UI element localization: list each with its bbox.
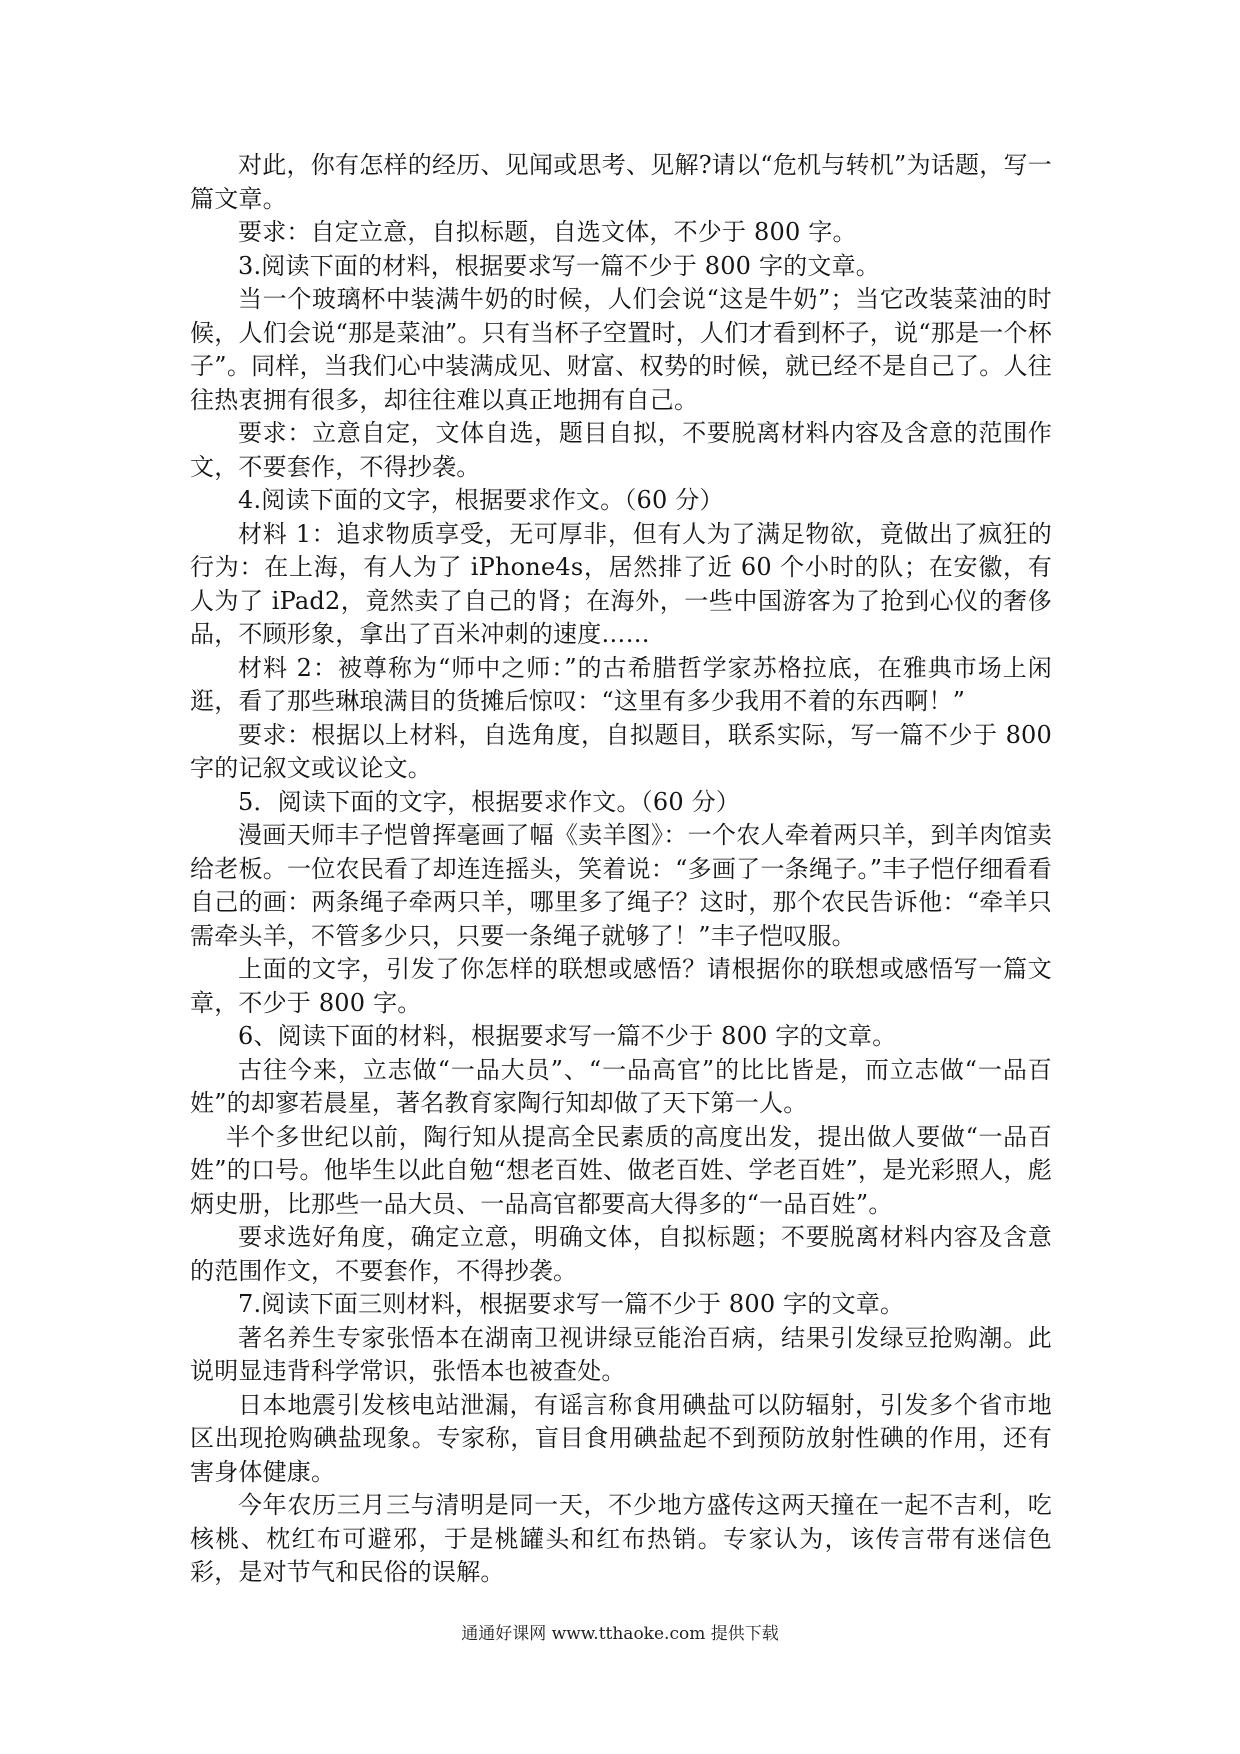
question-heading: 4.阅读下面的文字，根据要求作文。（60 分） bbox=[238, 486, 724, 514]
paragraph: 半个多世纪以前，陶行知从提高全民素质的高度出发，提出做人要做“一品百姓”的口号。他毕生以此自勉“想老百姓、做老百姓、学老百姓”，是光彩照人，彪炳史册，比那些一品大员、一品高官都要高大得多的“一品百姓”。 bbox=[190, 1122, 1052, 1218]
paragraph: 材料 2：被尊称为“师中之师：”的古希腊哲学家苏格拉底，在雅典市场上闲逛，看了那些琳琅满目的货摊后惊叹：“这里有多少我用不着的东西啊！” bbox=[190, 653, 1052, 715]
paragraph: 要求：根据以上材料，自选角度，自拟题目，联系实际，写一篇不少于 800 字的记叙文或议论文。 bbox=[190, 720, 1052, 782]
essay-prompts-text bbox=[190, 149, 1052, 1590]
paragraph: 对此，你有怎样的经历、见闻或思考、见解?请以“危机与转机”为话题，写一篇文章。 bbox=[190, 151, 1052, 213]
paragraph: 材料 1：追求物质享受，无可厚非，但有人为了满足物欲，竟做出了疯狂的行为：在上海，有人为了 iPhone4s，居然排了近 60 个小时的队；在安徽，有人为了 iPad2，竟然卖了自己的肾；在海外，一些中国游客为了抢到心仪的奢侈品，不顾形象，拿出了百米冲刺的速度…… bbox=[190, 519, 1052, 648]
paragraph: 要求选好角度，确定立意，明确文体，自拟标题；不要脱离材料内容及含意的范围作文，不要套作，不得抄袭。 bbox=[190, 1223, 1052, 1285]
paragraph: 今年农历三月三与清明是同一天，不少地方盛传这两天撞在一起不吉利，吃核桃、枕红布可避邪，于是桃罐头和红布热销。专家认为，该传言带有迷信色彩，是对节气和民俗的误解。 bbox=[190, 1491, 1052, 1586]
question-heading: 7.阅读下面三则材料，根据要求写一篇不少于 800 字的文章。 bbox=[238, 1290, 905, 1318]
question-heading: 6、阅读下面的材料，根据要求写一篇不少于 800 字的文章。 bbox=[238, 1022, 897, 1050]
paragraph: 当一个玻璃杯中装满牛奶的时候，人们会说“这是牛奶”；当它改装菜油的时候，人们会说“那是菜油”。只有当杯子空置时，人们才看到杯子，说“那是一个杯子”。同样，当我们心中装满成见、财富、权势的时候，就已经不是自己了。人往往热衷拥有很多，却往往难以真正地拥有自己。 bbox=[190, 285, 1052, 414]
paragraph: 上面的文字，引发了你怎样的联想或感悟？请根据你的联想或感悟写一篇文章，不少于 800 字。 bbox=[190, 955, 1052, 1017]
paragraph: 漫画天师丰子恺曾挥毫画了幅《卖羊图》：一个农人牵着两只羊，到羊肉馆卖给老板。一位农民看了却连连摇头，笑着说：“多画了一条绳子。”丰子恺仔细看看自己的画：两条绳子牵两只羊，哪里多了绳子？这时，那个农民告诉他：“牵羊只需牵头羊，不管多少只，只要一条绳子就够了！”丰子恺叹服。 bbox=[190, 821, 1052, 950]
page-footer: 通通好课网 www.tthaoke.com 提供下载 bbox=[461, 1624, 779, 1644]
paragraph: 要求：自定立意，自拟标题，自选文体，不少于 800 字。 bbox=[238, 218, 857, 246]
paragraph: 古往今来，立志做“一品大员”、“一品高官”的比比皆是，而立志做“一品百姓”的却寥若晨星，著名教育家陶行知却做了天下第一人。 bbox=[190, 1055, 1052, 1117]
question-heading: 5．阅读下面的文字，根据要求作文。（60 分） bbox=[238, 787, 741, 816]
paragraph: 要求：立意自定，文体自选，题目自拟，不要脱离材料内容及含意的范围作文，不要套作，不得抄袭。 bbox=[190, 419, 1052, 481]
question-heading: 3.阅读下面的材料，根据要求写一篇不少于 800 字的文章。 bbox=[238, 251, 880, 280]
paragraph: 日本地震引发核电站泄漏，有谣言称食用碘盐可以防辐射，引发多个省市地区出现抢购碘盐现象。专家称，盲目食用碘盐起不到预防放射性碘的作用，还有害身体健康。 bbox=[190, 1390, 1052, 1486]
paragraph: 著名养生专家张悟本在湖南卫视讲绿豆能治百病，结果引发绿豆抢购潮。此说明显违背科学常识，张悟本也被查处。 bbox=[190, 1323, 1052, 1385]
